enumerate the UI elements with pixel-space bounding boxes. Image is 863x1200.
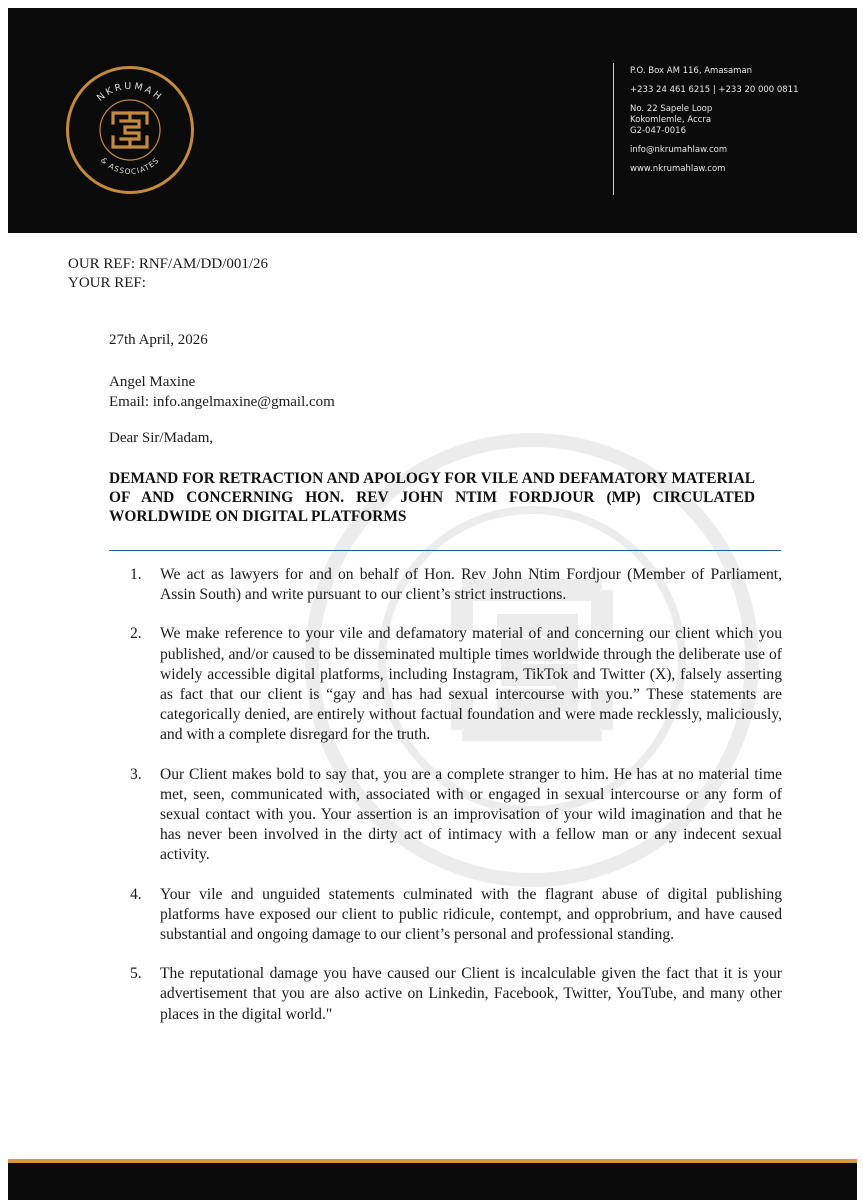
paragraph-number: 4. [130,885,142,903]
footer-band [8,1163,857,1200]
paragraph-text: The reputational damage you have caused our Client is incalculable given the fact that it is your advertisement that you are also active on Linkedin, Facebook, Twitter, YouTube, and many other places in the digital world." [160,965,782,1023]
contact-website[interactable]: www.nkrumahlaw.com [630,164,726,174]
letter-subject-heading: DEMAND FOR RETRACTION AND APOLOGY FOR VILE AND DEFAMATORY MATERIAL OF AND CONCERNING HON. REV JOHN NTIM FORDJOUR (MP) CIRCULATED WORLDWIDE ON DIGITAL PLATFORMS [109,470,755,525]
contact-address-line-1: No. 22 Sapele Loop [630,104,713,114]
paragraph-item [130,624,782,745]
numbered-paragraphs [130,565,782,1044]
contact-address-line-2: Kokomlemle, Accra [630,115,712,125]
paragraph-number: 3. [130,765,142,783]
paragraph-text: Your vile and unguided statements culminated with the flagrant abuse of digital publishing platforms have exposed our client to public ridicule, contempt, and opprobrium, and have caused substantial and ongoing damage to our client’s personal and professional standing. [160,885,782,944]
salutation: Dear Sir/Madam, [109,430,214,446]
contact-po-box: P.O. Box AM 116, Amasaman [630,66,753,76]
paragraph-item [130,964,782,1025]
paragraph-number: 5. [130,965,142,983]
contact-block [630,66,850,175]
firm-logo [66,66,194,194]
paragraph-text: Our Client makes bold to say that, you are a complete stranger to him. He has at no material time met, seen, communicated with, associated with or engaged in sexual intercourse or any form of sexual contact with you. Your assertion is an improvisation of your wild imagination and that he has never been involved in the dirty act of intimacy with a fellow man or any indecent sexual activity. [160,765,782,864]
paragraph-item [130,765,782,866]
our-reference: OUR REF: RNF/AM/DD/001/26 [68,256,269,272]
paragraph-text: We make reference to your vile and defamatory material of and concerning our client which you published, and/or caused to be disseminated multiple times worldwide through the deliberate use of widely accessible digital platforms, including Instagram, TikTok and Twitter (X), falsely asserting as fact that our client is “gay and has had sexual intercourse with you.” These statements are categorically denied, are entirely without factual foundation and were made recklessly, maliciously, and with a complete disregard for the truth. [160,625,782,744]
letter-date: 27th April, 2026 [109,332,208,348]
svg-text:& ASSOCIATES [99,156,161,177]
paragraph-number: 1. [130,566,142,583]
subject-underline [109,550,781,551]
contact-divider [613,63,614,195]
contact-phone: +233 24 461 6215 | +233 20 000 0811 [630,85,799,95]
paragraph-number: 2. [130,625,142,643]
contact-email[interactable]: info@nkrumahlaw.com [630,145,728,155]
paragraph-text: We act as lawyers for and on behalf of Hon. Rev John Ntim Fordjour (Member of Parliament, Assin South) and write pursuant to our client’s strict instructions. [160,566,782,604]
your-reference: YOUR REF: [68,275,146,291]
reference-block [68,255,268,293]
logo-text-top: NKRUMAH [95,80,165,104]
recipient-name: Angel Maxine [109,374,196,390]
contact-address-line-3: G2-047-0016 [630,126,686,136]
letterhead-banner [8,8,857,233]
logo-text-bottom: & ASSOCIATES [98,155,162,177]
recipient-block [109,372,335,412]
recipient-email: Email: info.angelmaxine@gmail.com [109,394,335,410]
firm-logo-emblem-icon [69,69,191,191]
paragraph-item [130,885,782,946]
paragraph-item [130,565,782,605]
